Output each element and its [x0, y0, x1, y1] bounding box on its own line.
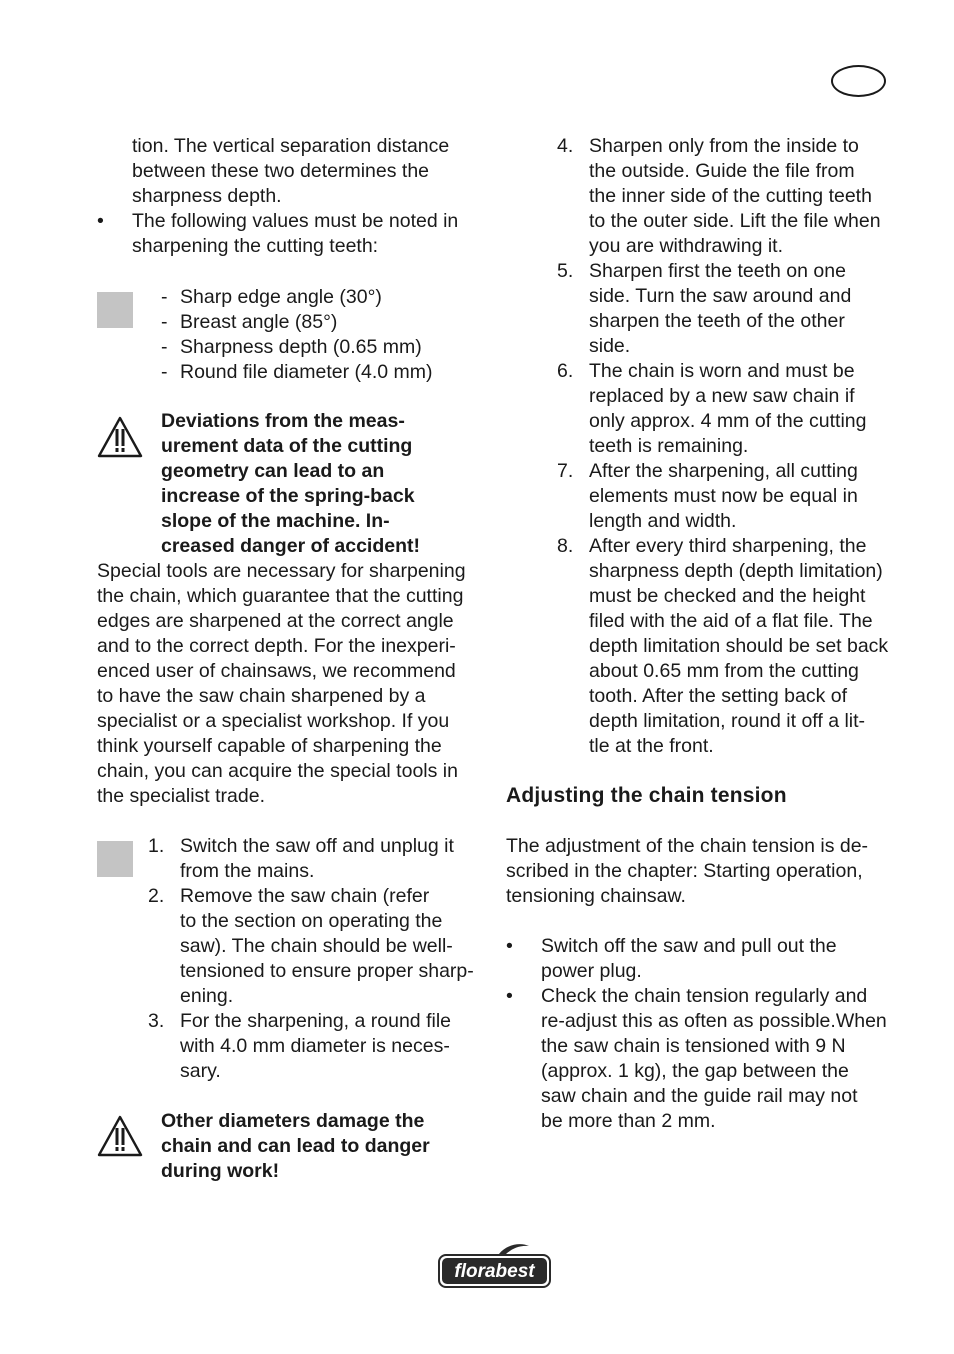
bullet-mark: •: [506, 985, 513, 1007]
list-item: 7. After the sharpening, all cutting elements must now be equal in length and width.: [557, 460, 858, 532]
steps-list-right: [557, 134, 897, 759]
list-item: • Switch off the saw and pull out the power plug.: [506, 935, 837, 982]
warning-deviations: Deviations from the meas- urement data of the cutting geometry can lead to an increase of the spring-back slope of the machine. In- creased danger of accident!: [161, 410, 421, 557]
language-badge: [831, 65, 886, 97]
warning-triangle-icon: [97, 416, 143, 458]
text-line: tion. The vertical separation distance: [132, 135, 450, 157]
dash-mark: -: [161, 286, 168, 308]
text-line: between these two determines the: [132, 160, 430, 182]
tension-bullets: [506, 934, 906, 1134]
warning-other-diameters: Other diameters damage the chain and can lead to danger during work!: [161, 1110, 430, 1182]
logo-text: florabest: [454, 1261, 535, 1282]
gray-marker-box: [97, 841, 133, 877]
tension-intro-paragraph: The adjustment of the chain tension is de- scribed in the chapter: Starting operation, tensioning chainsaw.: [506, 835, 869, 907]
list-item: 2. Remove the saw chain (refer to the section on operating the saw). The chain should be well- tensioned to ensure proper sharp- ening.: [148, 885, 474, 1007]
warning-triangle-icon: [97, 1115, 143, 1157]
list-item: 4. Sharpen only from the inside to the outside. Guide the file from the inner side of the cutting teeth to the outer side. Lift the file when you are withdrawing it.: [557, 135, 881, 257]
list-item: 5. Sharpen first the teeth on one side. Turn the saw around and sharpen the teeth of the other side.: [557, 260, 852, 357]
bullet-mark: •: [506, 935, 513, 957]
special-tools-paragraph: Special tools are necessary for sharpening the chain, which guarantee that the cutting edges are sharpened at the correct angle and to the correct depth. For the inexperi- enced user of chainsaws, we recommend to have the saw chain sharpened by a specialist or a specialist workshop. If you think yourself capable of sharpening the chain, you can acquire the special tools in the specialist trade.: [97, 560, 466, 807]
text-line: The following values must be noted in: [132, 210, 459, 232]
list-item: 1. Switch the saw off and unplug it from the mains.: [148, 835, 454, 882]
dash-mark: -: [161, 311, 168, 333]
list-item: 6. The chain is worn and must be replaced by a new saw chain if only approx. 4 mm of the cutting teeth is remaining.: [557, 360, 867, 457]
values-list: [161, 285, 481, 385]
intro-paragraph: [132, 134, 482, 209]
list-item: - Round file diameter (4.0 mm): [161, 361, 433, 383]
dash-mark: -: [161, 336, 168, 358]
section-heading: Adjusting the chain tension: [506, 784, 787, 807]
list-item: - Breast angle (85°): [161, 311, 338, 333]
list-item: • Check the chain tension regularly and re-adjust this as often as possible.When the saw chain is tensioned with 9 N (approx. 1 kg), the gap between the saw chain and the guide rail may not be more than 2 mm.: [506, 985, 887, 1132]
bullet-following-values: [97, 209, 487, 259]
text-line: sharpness depth.: [132, 185, 282, 207]
bullet-mark: •: [97, 210, 104, 232]
list-item: 3. For the sharpening, a round file with 4.0 mm diameter is neces- sary.: [148, 1010, 452, 1082]
list-item: - Sharp edge angle (30°): [161, 286, 382, 308]
florabest-logo: [437, 1242, 552, 1290]
steps-list-left: [148, 834, 488, 1084]
gray-marker-box: [97, 292, 133, 328]
text-line: sharpening the cutting teeth:: [132, 235, 379, 257]
list-item: - Sharpness depth (0.65 mm): [161, 336, 422, 358]
dash-mark: -: [161, 361, 168, 383]
list-item: 8. After every third sharpening, the sharpness depth (depth limitation) must be checked and the height filed with the aid of a flat file. The depth limitation should be set back about 0.65 mm from the cutting tooth. After the setting back of depth limitation, round it off a lit- tle at the front.: [557, 535, 889, 757]
